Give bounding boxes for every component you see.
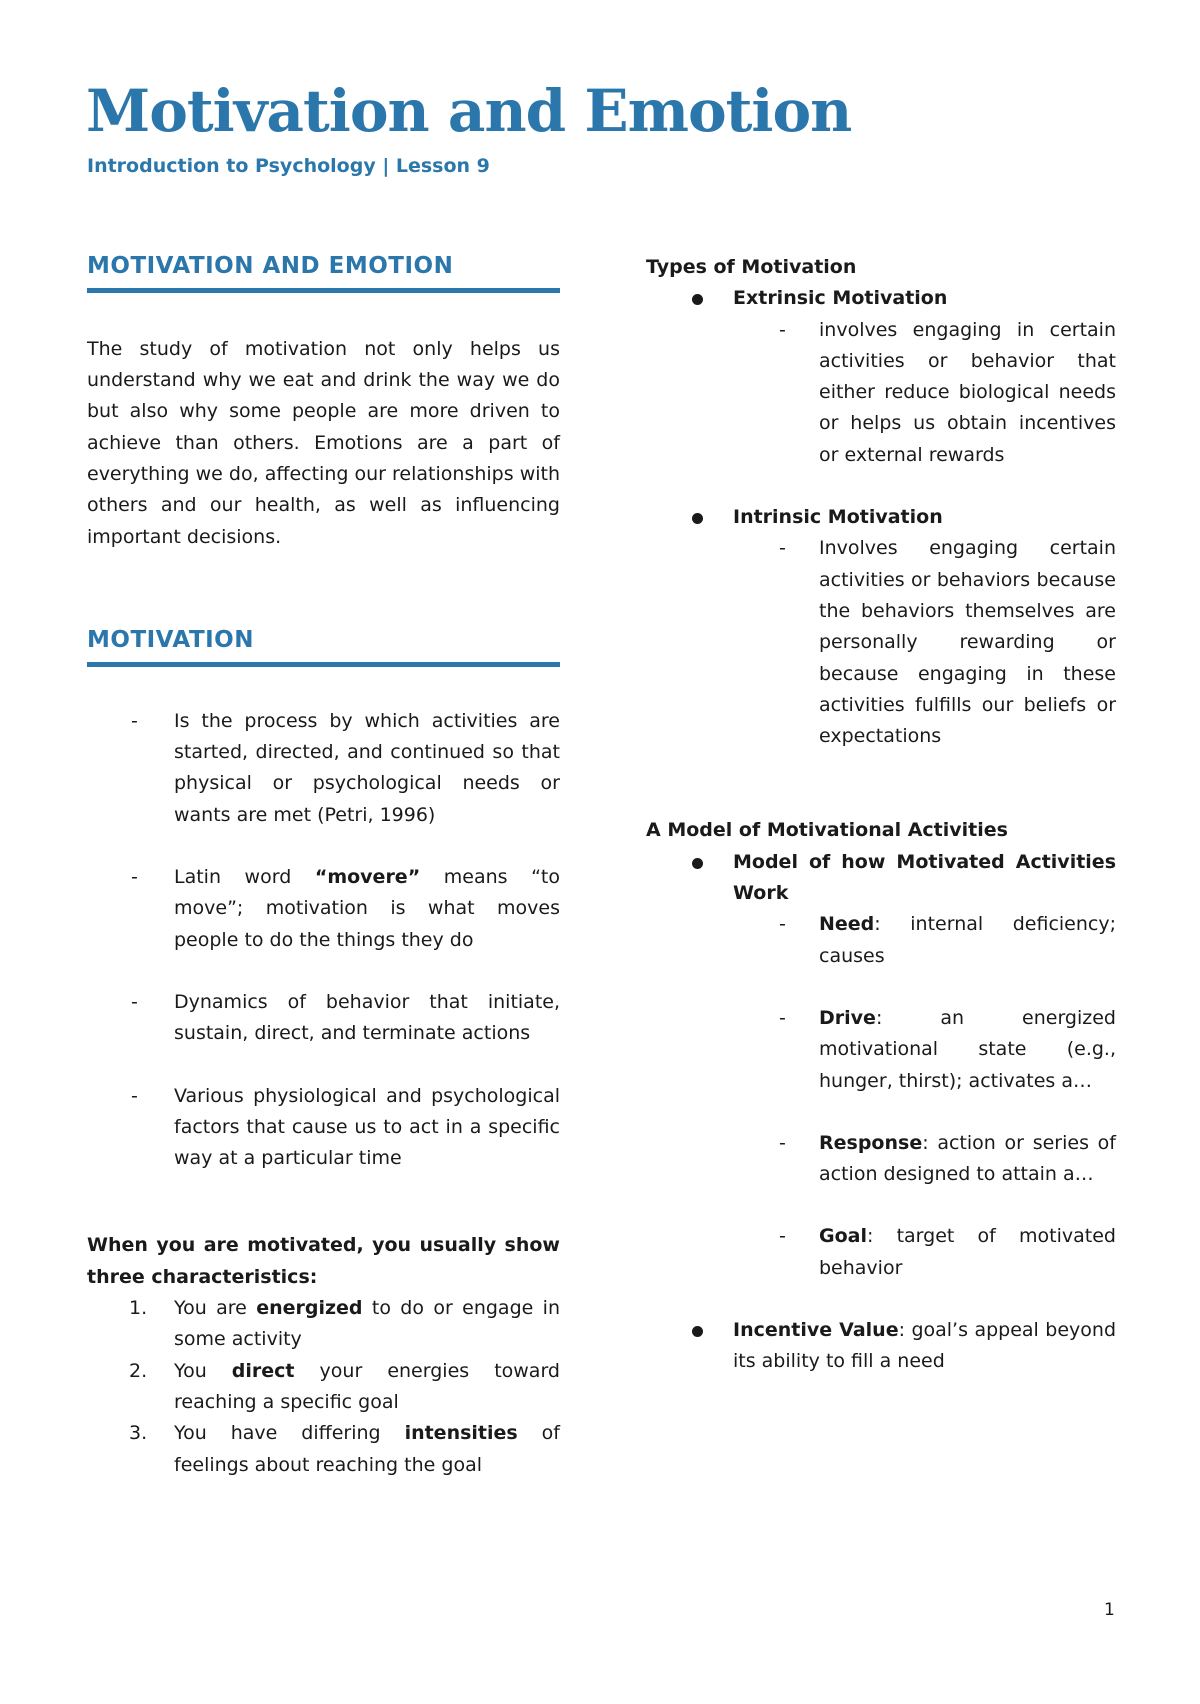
bullet-icon bbox=[692, 1326, 703, 1337]
bullet-icon bbox=[692, 858, 703, 869]
extrinsic-definition bbox=[646, 315, 1116, 471]
list-item-text-pre: You have differing bbox=[174, 1422, 405, 1445]
list-item-text-bold: energized bbox=[256, 1297, 363, 1320]
bullet-icon bbox=[692, 513, 703, 524]
list-item-text-bold: “movere” bbox=[314, 866, 421, 889]
model-title: A Model of Motivational Activities bbox=[646, 819, 1008, 842]
motivation-definition-list bbox=[87, 706, 560, 1175]
model-definition: : an energized motivational state (e.g., hunger, thirst); activates a… bbox=[819, 1006, 1116, 1092]
model-term: Goal bbox=[819, 1225, 867, 1248]
list-item-text-bold: direct bbox=[231, 1359, 295, 1382]
list-number: 1. bbox=[129, 1297, 148, 1320]
bullet-label: Extrinsic Motivation bbox=[733, 287, 948, 310]
characteristics-list bbox=[87, 1293, 560, 1481]
list-item-text: Is the process by which activities are started, directed, and continued so that physical or psychological needs or wants are met (Petri, 1996) bbox=[174, 709, 560, 826]
list-number: 2. bbox=[129, 1359, 148, 1382]
model-item-goal bbox=[646, 1221, 1116, 1284]
model-term: Need bbox=[819, 913, 875, 936]
model-definition: : target of motivated behavior bbox=[819, 1225, 1116, 1279]
list-item-text-pre: Latin word bbox=[174, 866, 315, 889]
left-column bbox=[87, 252, 560, 1481]
model-item-drive bbox=[646, 1003, 1116, 1097]
bullet-model-of-how-motivated-activities-work bbox=[646, 847, 1116, 910]
incentive-term: Incentive Value bbox=[733, 1319, 899, 1342]
intrinsic-definition bbox=[646, 533, 1116, 752]
list-item-text-bold: intensities bbox=[404, 1422, 518, 1445]
list-item bbox=[87, 987, 560, 1050]
page-subtitle: Introduction to Psychology | Lesson 9 bbox=[87, 155, 490, 177]
model-item-response bbox=[646, 1128, 1116, 1191]
bullet-icon bbox=[692, 294, 703, 305]
model-item-need bbox=[646, 909, 1116, 972]
section-heading-motivation: MOTIVATION bbox=[87, 626, 560, 667]
model-term: Drive bbox=[819, 1006, 876, 1029]
characteristics-title: When you are motivated, you usually show three characteristics: bbox=[87, 1234, 560, 1288]
model-definition: : action or series of action designed to attain a… bbox=[819, 1131, 1116, 1186]
bullet-label: Intrinsic Motivation bbox=[733, 506, 943, 529]
model-definition: : internal deficiency; causes bbox=[819, 913, 1116, 967]
list-item-text: Various physiological and psychological factors that cause us to act in a specific way at a particular time bbox=[174, 1084, 560, 1170]
list-item bbox=[87, 1293, 560, 1356]
bullet-intrinsic-motivation bbox=[646, 502, 1116, 533]
list-item bbox=[87, 1418, 560, 1481]
list-number: 3. bbox=[129, 1422, 148, 1445]
bullet-label: Model of how Motivated Activities Work bbox=[733, 850, 1116, 905]
intro-paragraph: The study of motivation not only helps us understand why we eat and drink the way we do but also why some people are more driven to achieve than others. Emotions are a part of everything we do, affecting our relationships with others and our health, as well as influencing important decisions. bbox=[87, 337, 560, 548]
types-of-motivation-title: Types of Motivation bbox=[646, 256, 857, 278]
right-column bbox=[646, 252, 1116, 1378]
list-item-text-post: means “to move”; motivation is what moves people to do the things they do bbox=[174, 866, 561, 951]
page-title: Motivation and Emotion bbox=[86, 77, 852, 145]
definition-text: involves engaging in certain activities or behavior that either reduce biological needs or helps us obtain incentives or external rewards bbox=[819, 318, 1116, 466]
list-item-text-post: of feelings about reaching the goal bbox=[174, 1422, 560, 1476]
list-item-text-pre: You are bbox=[174, 1297, 257, 1320]
incentive-definition: : goal’s appeal beyond its ability to fill a need bbox=[733, 1319, 1116, 1373]
page-number: 1 bbox=[1104, 1600, 1115, 1620]
list-item bbox=[87, 1356, 560, 1419]
list-item-text: Dynamics of behavior that initiate, sustain, direct, and terminate actions bbox=[174, 990, 560, 1045]
list-item-text-post: your energies toward reaching a specific goal bbox=[174, 1359, 560, 1413]
list-item-text-post: to do or engage in some activity bbox=[174, 1297, 560, 1351]
definition-text: Involves engaging certain activities or behaviors because the behaviors themselves are personally rewarding or because engaging in these activities fulfills our beliefs or expectations bbox=[819, 537, 1116, 748]
bullet-extrinsic-motivation bbox=[646, 283, 1116, 314]
list-item bbox=[87, 1081, 560, 1175]
bullet-incentive-value bbox=[646, 1315, 1116, 1378]
model-term: Response bbox=[819, 1131, 923, 1154]
list-item bbox=[87, 706, 560, 831]
list-item bbox=[87, 862, 560, 956]
list-item-text-pre: You bbox=[174, 1359, 232, 1382]
section-heading-motivation-and-emotion: MOTIVATION AND EMOTION bbox=[87, 252, 560, 293]
